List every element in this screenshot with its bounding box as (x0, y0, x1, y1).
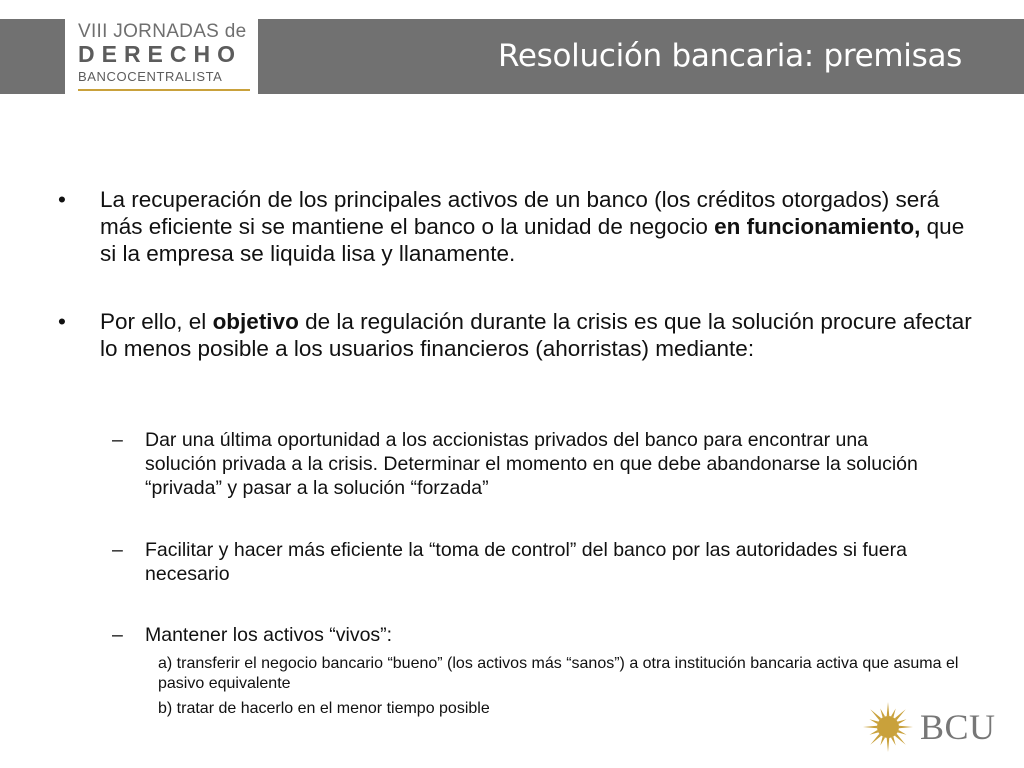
sub-bullet-text: Mantener los activos “vivos”: (145, 624, 393, 646)
bullet-text-end: que si la empresa se liquida lisa y llanamente. (100, 214, 965, 266)
bullet-dot: • (58, 309, 66, 334)
bullet-bold: objetivo (212, 309, 299, 334)
dash-mark: – (112, 624, 123, 646)
sub-bullet-text: Dar una última oportunidad a los accionistas privados del banco para encontrar una solución privada a la crisis. Determinar el momento en que debe abandonarse la solución “privada” y pasar a la solución “forzada” (145, 429, 918, 499)
dash-mark: – (112, 429, 123, 451)
logo-line-1: VIII JORNADAS de (78, 21, 247, 42)
bcu-logo (860, 700, 1005, 754)
item-a: a) transferir el negocio bancario “bueno” (los activos más “sanos”) a otra institución bancaria activa que asuma el pasivo equivalente (158, 655, 959, 692)
bullet-text: La recuperación de los principales activos de un banco (los créditos otorgados) será más eficiente si se mantiene el banco o la unidad de negocio (100, 187, 940, 239)
logo-underline (78, 89, 250, 91)
sub-bullet-control (112, 538, 935, 586)
sub-bullet-text: Facilitar y hacer más eficiente la “toma de control” del banco por las autoridades si fuera necesario (145, 539, 907, 585)
bullet-bold: en funcionamiento, (714, 214, 921, 239)
bullet-text-end: de la regulación durante la crisis es que la solución procure afectar lo menos posible a los usuarios financieros (ahorristas) mediante: (100, 309, 972, 361)
dash-mark: – (112, 539, 123, 561)
bcu-logo-text: BCU (920, 707, 996, 747)
logo-line-2: DERECHO (78, 41, 243, 67)
logo-line-3: BANCOCENTRALISTA (78, 69, 223, 84)
slide-title: Resolución bancaria: premisas (498, 38, 962, 74)
sun-emblem-icon (860, 700, 916, 754)
bullet-objetivo (58, 308, 980, 362)
item-b: b) tratar de hacerlo en el menor tiempo posible (158, 700, 490, 717)
sub-bullet-oportunidad (112, 428, 935, 500)
bullet-text: Por ello, el (100, 309, 213, 334)
sub-bullet-activos (112, 623, 935, 647)
bullet-dot: • (58, 187, 66, 212)
jornadas-logo (65, 19, 258, 94)
bullet-recuperacion (58, 186, 980, 267)
